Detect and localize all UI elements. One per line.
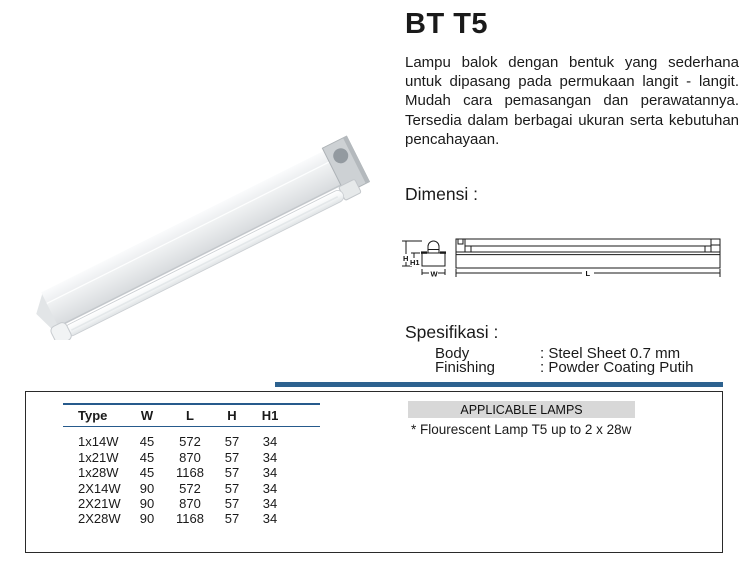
table-cell: 57 (224, 495, 240, 511)
table-row (63, 480, 320, 495)
table-cell: 45 (139, 449, 155, 465)
column-header-w: W (140, 407, 154, 423)
table-cell: 2X21W (78, 495, 121, 511)
table-cell: 2X28W (78, 511, 121, 527)
dim-label-h1: H1 (410, 258, 420, 267)
dimensi-heading: Dimensi : (405, 184, 478, 204)
product-photo (15, 62, 390, 340)
spesifikasi-heading: Spesifikasi : (405, 322, 499, 342)
spec-name: Finishing (435, 359, 496, 376)
table-cell: 90 (139, 511, 155, 527)
table-cell: 57 (224, 511, 240, 527)
table-cell: 90 (139, 495, 155, 511)
table-cell: 2X14W (78, 480, 121, 496)
table-cell: 1x14W (78, 434, 119, 450)
spec-name: Body (435, 345, 470, 362)
spec-value: : Powder Coating Putih (540, 359, 694, 376)
table-cell: 870 (179, 449, 201, 465)
size-table-rows (63, 434, 320, 526)
column-header-type: Type (78, 407, 108, 423)
table-cell: 34 (262, 465, 278, 481)
spec-list (435, 347, 693, 375)
table-cell: 870 (179, 495, 201, 511)
applicable-lamps-bar (408, 401, 635, 418)
dim-label-w: W (430, 269, 438, 279)
spec-value: : Steel Sheet 0.7 mm (540, 345, 681, 362)
lamp-fixture-illustration (27, 136, 373, 340)
table-header-row (63, 405, 320, 426)
table-cell: 57 (224, 480, 240, 496)
table-header-rule (63, 426, 320, 428)
blue-divider-rule (275, 382, 723, 387)
table-cell: 1168 (176, 465, 204, 481)
column-header-h1: H1 (261, 407, 279, 423)
size-table (63, 403, 320, 527)
table-cell: 1x21W (78, 449, 119, 465)
table-cell: 45 (139, 465, 155, 481)
table-cell: 572 (179, 434, 201, 450)
spec-row-finishing (435, 361, 693, 375)
table-cell: 57 (224, 449, 240, 465)
table-cell: 57 (224, 465, 240, 481)
table-cell: 34 (262, 495, 278, 511)
table-cell: 572 (179, 480, 201, 496)
bottom-panel (25, 391, 723, 553)
dimension-drawing (398, 233, 738, 285)
dim-label-l: L (585, 269, 591, 278)
product-description: Lampu balok dengan bentuk yang sederhana untuk dipasang pada permukaan langit - langit. Mudah cara pemasangan dan perawatannya. Tersedia dalam berbagai ukuran serta kebutuhan pencahayaan. (405, 54, 739, 148)
applicable-lamps-header: APPLICABLE LAMPS (460, 402, 583, 417)
table-cell: 34 (262, 511, 278, 527)
table-row (63, 434, 320, 449)
table-row (63, 496, 320, 511)
table-cell: 1x28W (78, 465, 119, 481)
table-row (63, 511, 320, 526)
table-cell: 1168 (176, 511, 204, 527)
table-cell: 34 (262, 480, 278, 496)
table-cell: 57 (224, 434, 240, 450)
table-row (63, 450, 320, 465)
applicable-lamps-note: * Flourescent Lamp T5 up to 2 x 28w (411, 422, 632, 437)
dim-label-h: H (403, 254, 409, 263)
page-title: BT T5 (405, 8, 489, 40)
column-header-h: H (227, 407, 237, 423)
table-row (63, 465, 320, 480)
column-header-l: L (186, 407, 194, 423)
table-cell: 34 (262, 434, 278, 450)
table-cell: 90 (139, 480, 155, 496)
table-cell: 34 (262, 449, 278, 465)
table-cell: 45 (139, 434, 155, 450)
